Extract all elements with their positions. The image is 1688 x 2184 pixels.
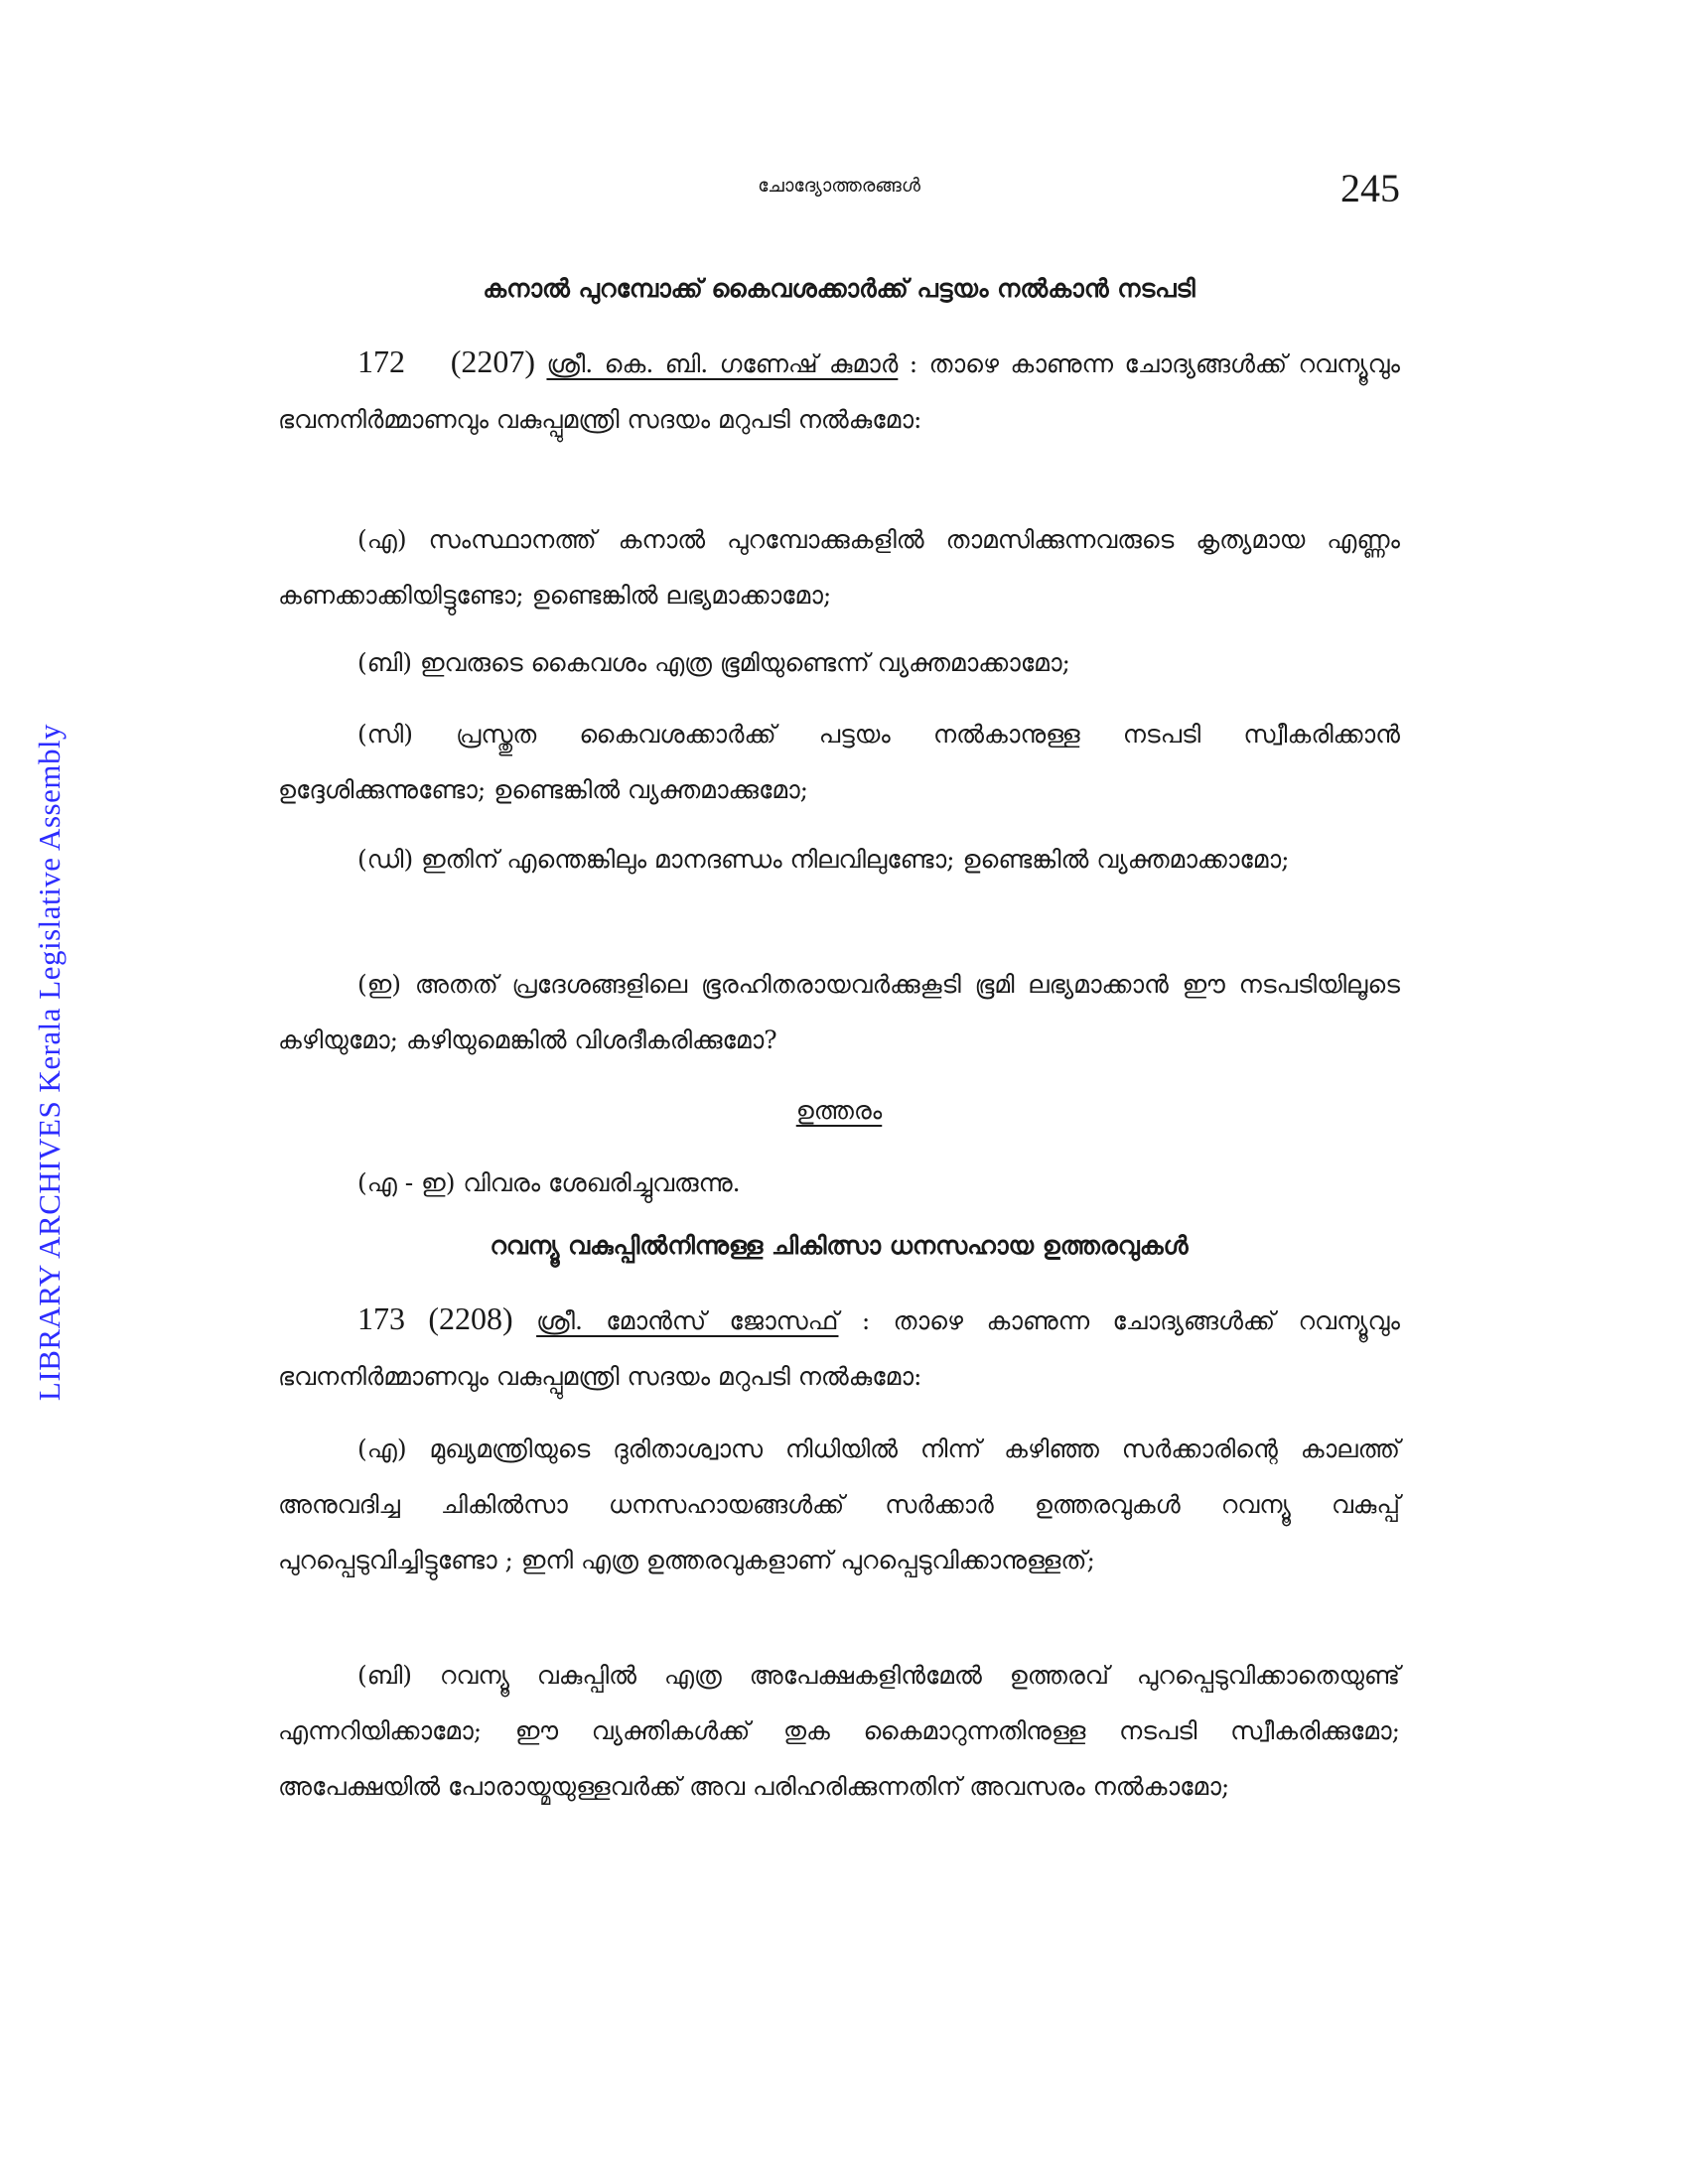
- question-172-answer-heading: [278, 1096, 1400, 1126]
- question-173-part-b: (ബി) റവന്യൂ വകുപ്പിൽ എത്ര അപേക്ഷകളിൻമേൽ ഉത്തരവ് പുറപ്പെടുവിക്കാതെയുണ്ട് എന്നറിയിക്കാമോ; ഈ വ്യക്തികൾക്ക് തുക കൈമാറുന്നതിനുള്ള നടപടി സ്വീകരിക്കുമോ; അപേക്ഷയിൽ പോരായ്മയുള്ളവർക്ക് അവ പരിഹരിക്കുന്നതിന് അവസരം നൽകാമോ;: [278, 1661, 1400, 1801]
- question-173-intro: [278, 1291, 1400, 1405]
- question-172-intro-text: : താഴെ കാണുന്ന ചോദ്യങ്ങൾക്ക് റവന്യൂവും ഭവനനിർമ്മാണവും വകുപ്പുമന്ത്രി സദയം മറുപടി നൽകുമോ:: [278, 349, 1401, 434]
- question-172-number: 172: [357, 343, 405, 379]
- page-number: 245: [1340, 166, 1400, 210]
- question-172-answer: (എ - ഇ) വിവരം ശേഖരിച്ചുവരുന്നു.: [357, 1168, 741, 1197]
- question-172-part-d: (ഡി) ഇതിന് എന്തെങ്കിലും മാനദണ്ഡം നിലവിലുണ്ടോ; ഉണ്ടെങ്കിൽ വ്യക്തമാക്കാമോ;: [357, 845, 1290, 874]
- running-head: [278, 165, 1400, 214]
- document-page: [278, 0, 1400, 2184]
- watermark-text: LIBRARY ARCHIVES Kerala Legislative Assembly: [32, 723, 67, 1402]
- answer-heading-text: ഉത്തരം: [795, 1096, 883, 1125]
- question-173-member: ശ്രീ. മോൻസ് ജോസഫ്: [536, 1306, 839, 1335]
- question-172-part-b: (ബി) ഇവരുടെ കൈവശം എത്ര ഭൂമിയുണ്ടെന്ന് വ്യക്തമാക്കാമോ;: [357, 648, 1070, 677]
- question-173-number: 173: [357, 1300, 405, 1336]
- question-173-serial: (2208): [428, 1300, 513, 1336]
- running-head-title: ചോദ്യോത്തരങ്ങൾ: [758, 175, 920, 197]
- question-172-heading: കനാൽ പുറമ്പോക്ക് കൈവശക്കാർക്ക് പട്ടയം നൽകാൻ നടപടി: [483, 274, 1196, 303]
- question-173-intro-text: : താഴെ കാണുന്ന ചോദ്യങ്ങൾക്ക് റവന്യൂവും ഭവനനിർമ്മാണവും വകുപ്പുമന്ത്രി സദയം മറുപടി നൽകുമോ:: [278, 1306, 1400, 1391]
- question-173-part-a: (എ) മുഖ്യമന്ത്രിയുടെ ദുരിതാശ്വാസ നിധിയിൽ നിന്ന് കഴിഞ്ഞ സർക്കാരിന്റെ കാലത്ത് അനുവദിച്ച ചികിൽസാ ധനസഹായങ്ങൾക്ക് സർക്കാർ ഉത്തരവുകൾ റവന്യൂ വകുപ്പ് പുറപ്പെടുവിച്ചിട്ടുണ്ടോ ; ഇനി എത്ര ഉത്തരവുകളാണ് പുറപ്പെടുവിക്കാനുള്ളത്;: [278, 1434, 1400, 1574]
- question-172-part-a: (എ) സംസ്ഥാനത്ത് കനാൽ പുറമ്പോക്കുകളിൽ താമസിക്കുന്നവരുടെ കൃത്യമായ എണ്ണം കണക്കാക്കിയിട്ടുണ്ടോ; ഉണ്ടെങ്കിൽ ലഭ്യമാക്കാമോ;: [278, 525, 1400, 610]
- question-172-part-c: (സി) പ്രസ്തുത കൈവശക്കാർക്ക് പട്ടയം നൽകാനുള്ള നടപടി സ്വീകരിക്കാൻ ഉദ്ദേശിക്കുന്നുണ്ടോ; ഉണ്ടെങ്കിൽ വ്യക്തമാക്കുമോ;: [278, 720, 1400, 804]
- question-172-serial: (2207): [450, 343, 536, 379]
- question-172-member: ശ്രീ. കെ. ബി. ഗണേഷ് കുമാർ: [546, 349, 899, 378]
- question-173-heading: റവന്യൂ വകുപ്പിൽനിന്നുള്ള ചികിത്സാ ധനസഹായ ഉത്തരവുകൾ: [490, 1231, 1189, 1260]
- question-172-intro: [278, 334, 1400, 448]
- question-172-part-e: (ഇ) അതത് പ്രദേശങ്ങളിലെ ഭൂരഹിതരായവർക്കുകൂടി ഭൂമി ലഭ്യമാക്കാൻ ഈ നടപടിയിലൂടെ കഴിയുമോ; കഴിയുമെങ്കിൽ വിശദീകരിക്കുമോ?: [278, 970, 1400, 1054]
